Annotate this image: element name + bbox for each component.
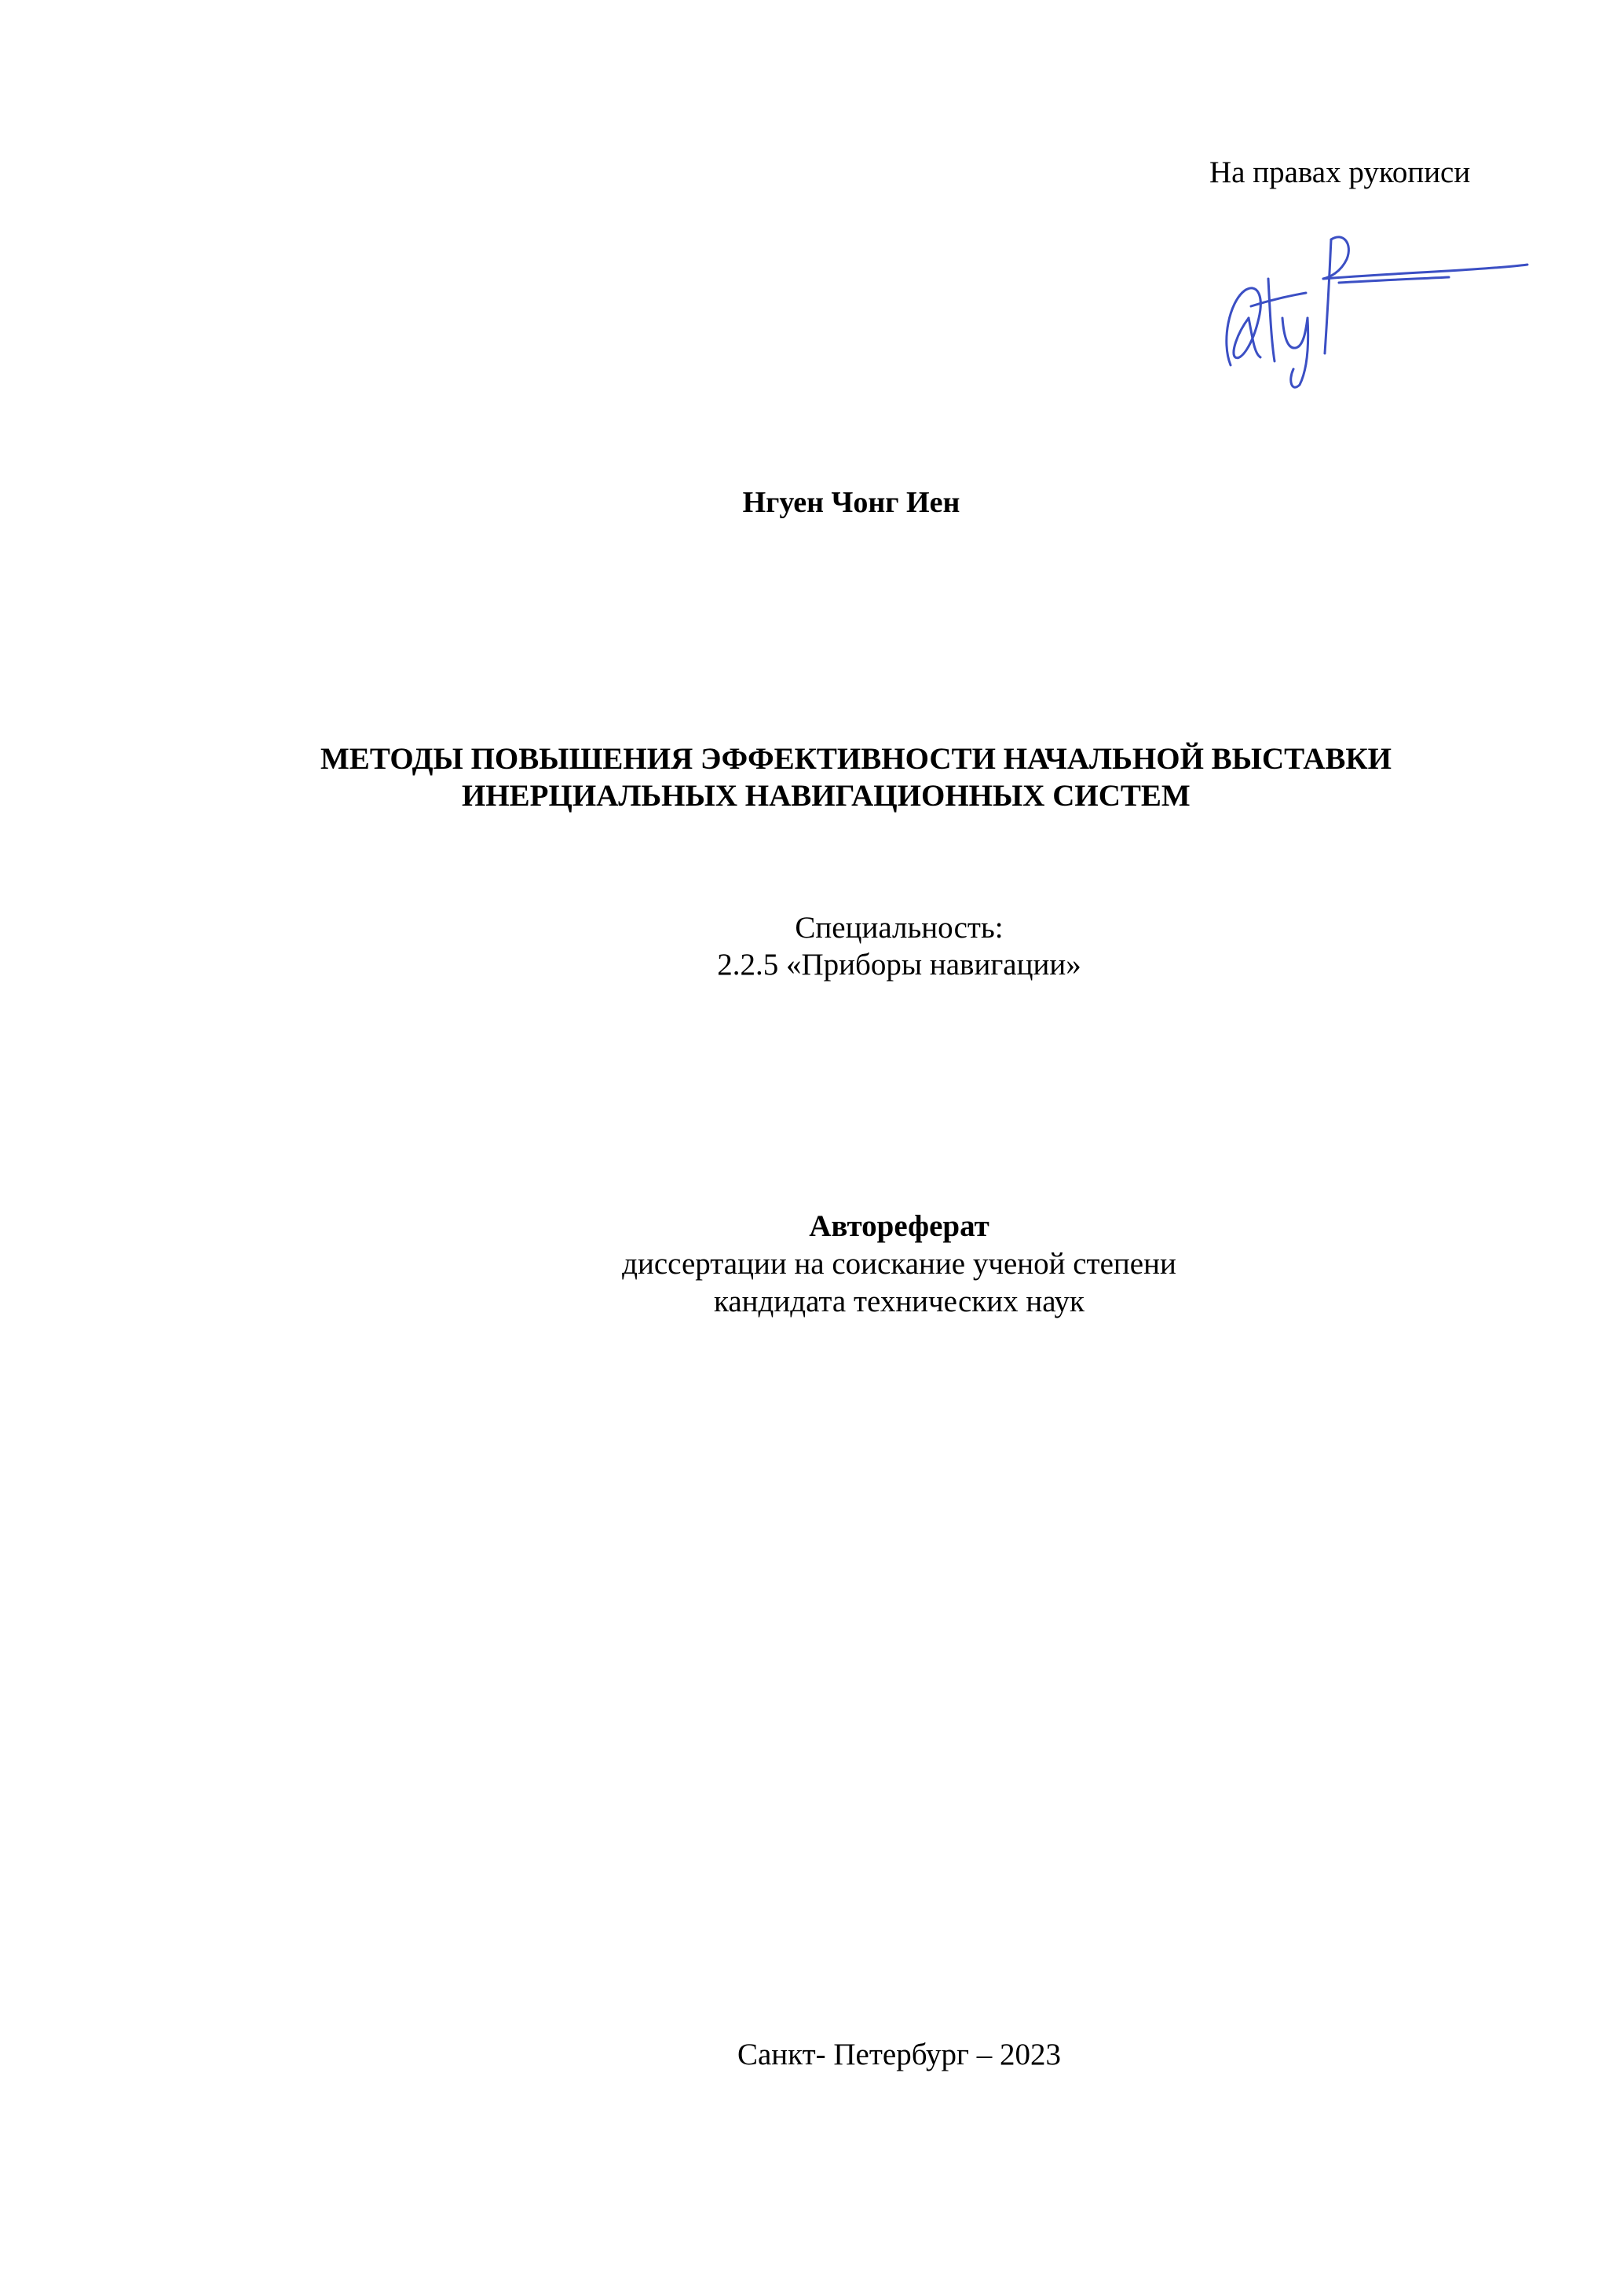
dissertation-title-line-1: МЕТОДЫ ПОВЫШЕНИЯ ЭФФЕКТИВНОСТИ НАЧАЛЬНОЙ ВЫСТАВКИ xyxy=(320,742,1392,776)
dissertation-title-line-2: ИНЕРЦИАЛЬНЫХ НАВИГАЦИОННЫХ СИСТЕМ xyxy=(462,779,1191,813)
author-name: Нгуен Чонг Иен xyxy=(742,486,960,519)
abstract-description-line-1: диссертации на соискание ученой степени xyxy=(622,1247,1176,1281)
specialty-value: 2.2.5 «Приборы навигации» xyxy=(717,948,1081,982)
specialty-label: Специальность: xyxy=(795,911,1004,945)
abstract-description-line-2: кандидата технических наук xyxy=(714,1285,1084,1318)
handwritten-signature xyxy=(1213,200,1535,397)
abstract-heading: Автореферат xyxy=(809,1209,989,1243)
city-year: Санкт- Петербург – 2023 xyxy=(737,2038,1062,2071)
rights-note: На правах рукописи xyxy=(1209,155,1471,189)
